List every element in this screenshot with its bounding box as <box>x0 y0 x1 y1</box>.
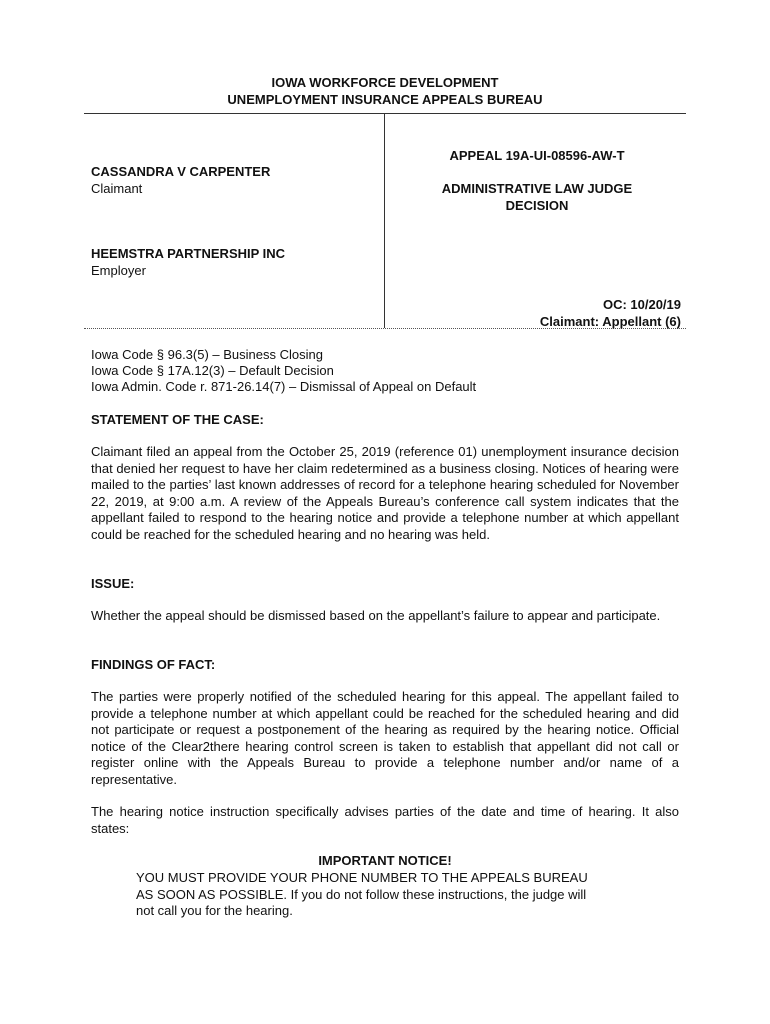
appeal-number: APPEAL 19A-UI-08596-AW-T <box>449 148 625 163</box>
notice-body <box>136 870 644 920</box>
findings-text: The parties were properly notified of the scheduled hearing for this appeal. The appellant failed to provide a telephone number at which appellant could be reached for the scheduled hearing and did not participate or request a postponement of the hearing as required by the hearing notice. Official notice of the Clear2there hearing control screen is taken to establish that appellant did not call or register online with the Appeals Bureau to provide a telephone number and/or name of a representative. <box>91 689 679 787</box>
notice-title: IMPORTANT NOTICE! <box>318 853 452 868</box>
decision-title-line1: ADMINISTRATIVE LAW JUDGE <box>441 181 633 196</box>
claimant-name: CASSANDRA V CARPENTER <box>91 164 271 179</box>
claimant-role: Claimant <box>91 181 143 196</box>
employer-name: HEEMSTRA PARTNERSHIP INC <box>91 246 286 261</box>
decision-title-line2: DECISION <box>505 198 569 213</box>
notice-line: not call you for the hearing. <box>136 903 293 919</box>
code-citation: Iowa Code § 96.3(5) – Business Closing <box>91 347 323 362</box>
employer-block <box>91 245 285 279</box>
oc-date: OC: 10/20/19 <box>602 297 681 312</box>
code-citations <box>91 347 679 396</box>
findings-heading: FINDINGS OF FACT: <box>91 657 216 672</box>
issue-heading: ISSUE: <box>91 576 135 591</box>
issue-text: Whether the appeal should be dismissed based on the appellant’s failure to appear and participate. <box>91 608 661 623</box>
document-header <box>0 74 770 108</box>
claimant-block <box>91 163 270 197</box>
caption-divider-vertical <box>384 113 385 328</box>
code-citation: Iowa Admin. Code r. 871-26.14(7) – Dismissal of Appeal on Default <box>91 379 477 395</box>
notice-line: YOU MUST PROVIDE YOUR PHONE NUMBER TO THE APPEALS BUREAU <box>136 870 588 885</box>
code-citation: Iowa Code § 17A.12(3) – Default Decision <box>91 363 334 379</box>
statement-text: Claimant filed an appeal from the October 25, 2019 (reference 01) unemployment insurance decision that denied her request to have her claim redetermined as a business closing. Notices of hearing were mailed to the parties’ last known addresses of record for a telephone hearing scheduled for November 22, 2019, at 9:00 a.m. A review of the Appeals Bureau’s conference call system indicates that the appellant failed to respond to the hearing notice and provide a telephone number at which appellant could be reached for the scheduled hearing and no hearing was held. <box>91 444 679 542</box>
bureau-name: UNEMPLOYMENT INSURANCE APPEALS BUREAU <box>227 92 543 107</box>
claimant-status: Claimant: Appellant (6) <box>539 314 681 329</box>
instruction-text: The hearing notice instruction specifically advises parties of the date and time of hearing. It also states: <box>91 804 679 836</box>
header-divider-top <box>84 113 686 114</box>
statement-heading: STATEMENT OF THE CASE: <box>91 412 264 427</box>
decision-title <box>392 180 682 214</box>
agency-name: IOWA WORKFORCE DEVELOPMENT <box>271 75 499 90</box>
employer-role: Employer <box>91 263 146 278</box>
oc-block <box>540 296 681 330</box>
notice-line: AS SOON AS POSSIBLE. If you do not follow these instructions, the judge will <box>136 886 587 902</box>
